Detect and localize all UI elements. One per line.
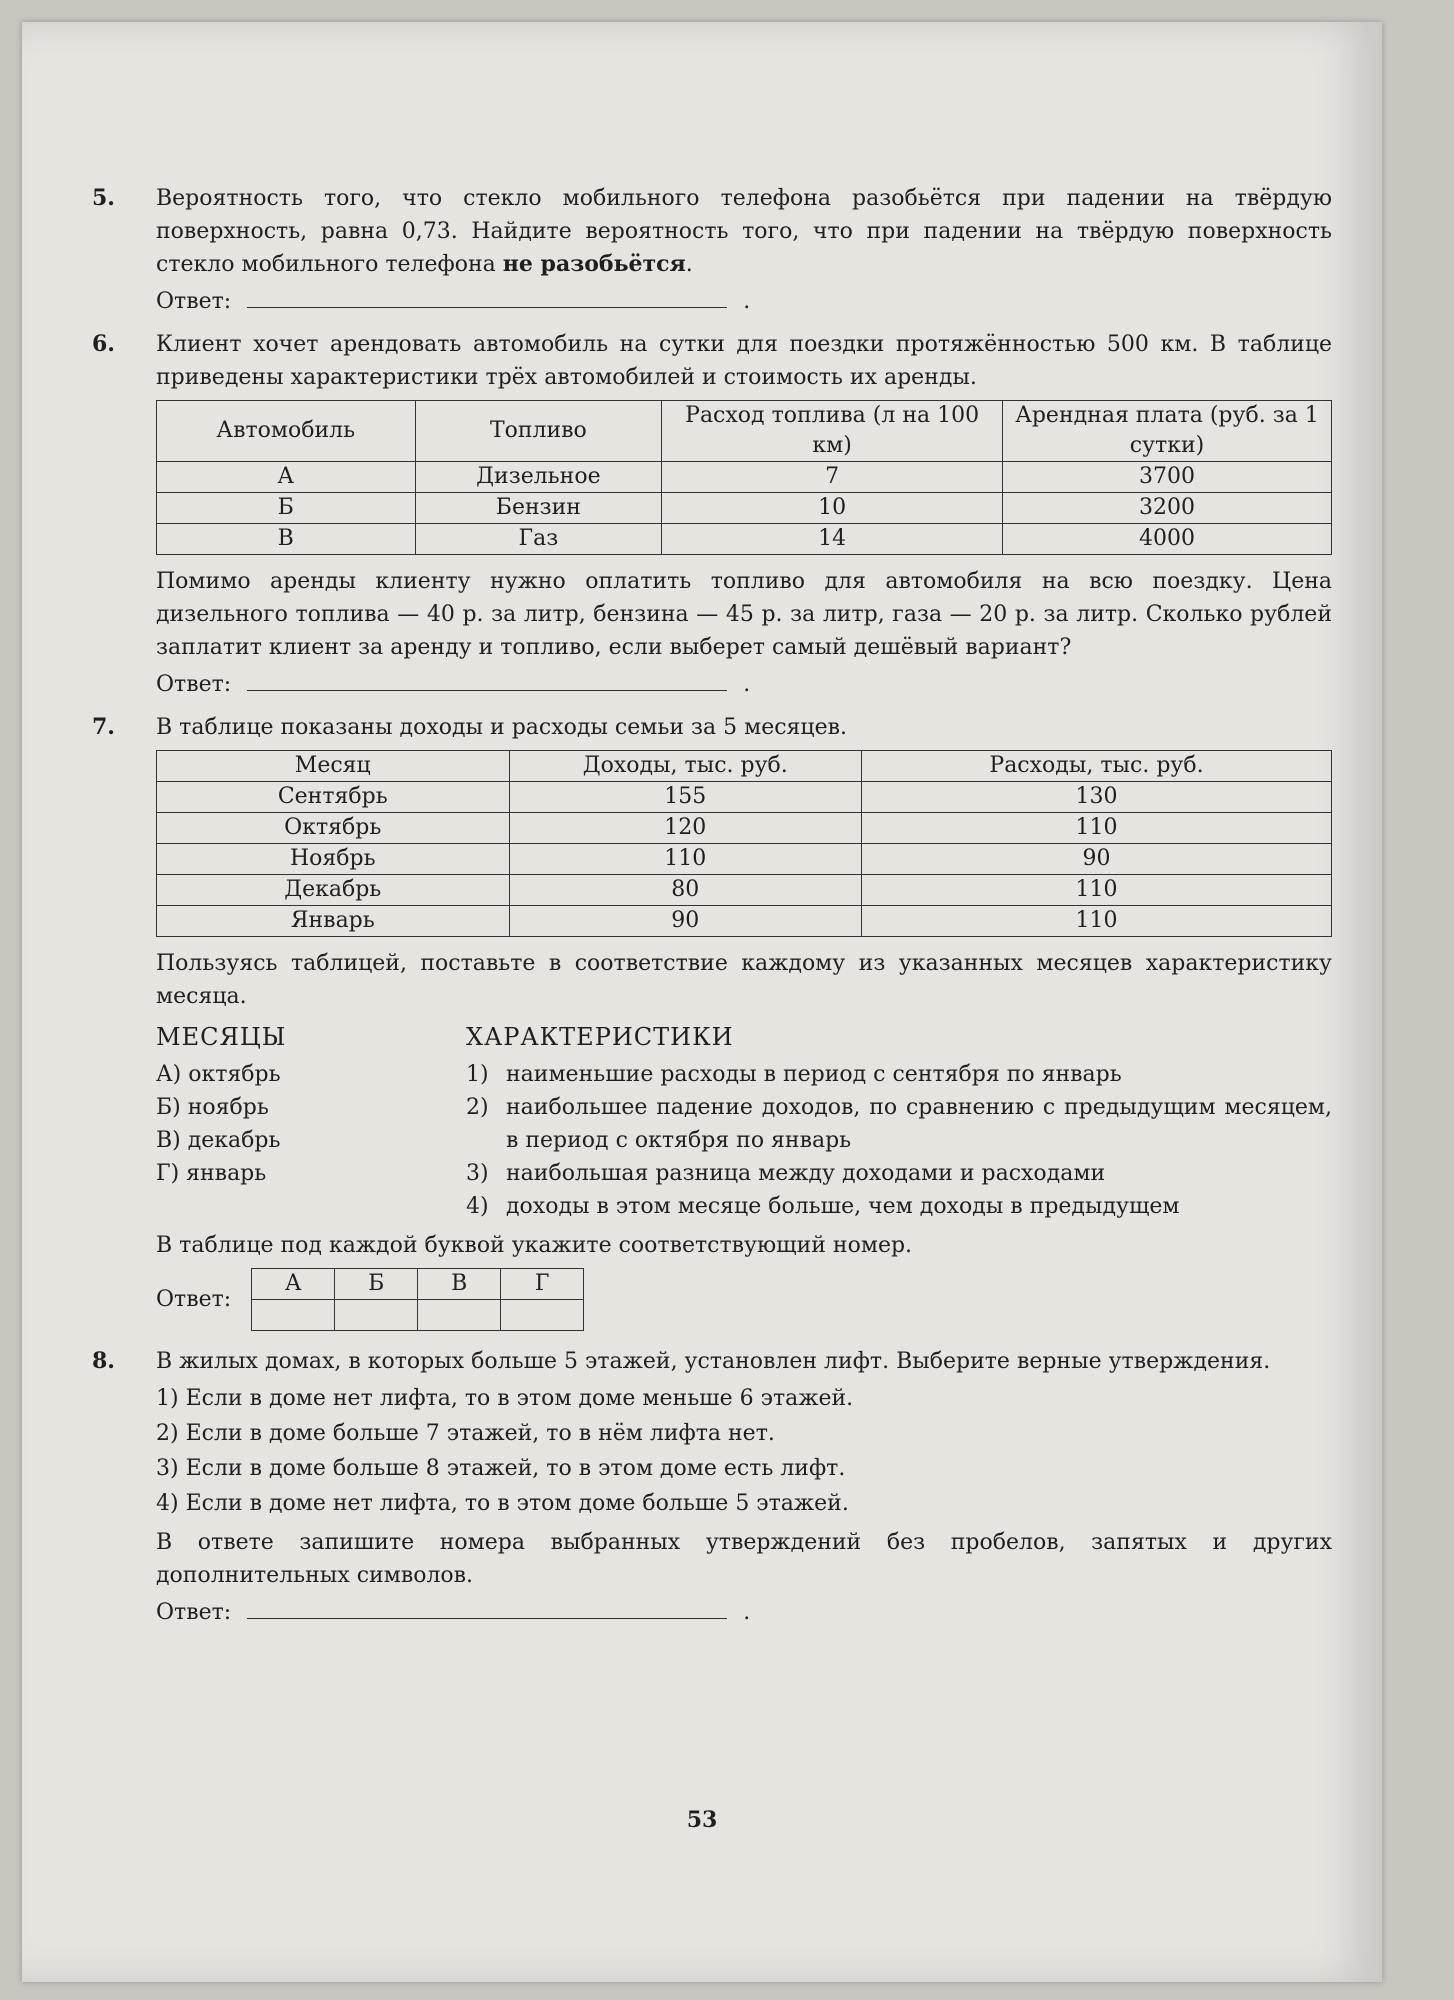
task-number: 5. — [92, 185, 115, 211]
table-cell: 110 — [509, 844, 862, 875]
month-item: Г) январь — [156, 1161, 267, 1186]
table-cell: 3200 — [1003, 493, 1332, 524]
task-8 — [92, 1345, 1332, 1629]
answer-cell[interactable] — [501, 1300, 584, 1331]
month-item: В) декабрь — [156, 1128, 281, 1153]
page-number: 53 — [686, 1807, 718, 1833]
answer-row: Ответ: . — [156, 668, 1332, 701]
characteristics-column — [466, 1021, 1332, 1223]
task-number: 6. — [92, 331, 115, 357]
table-cell: Сентябрь — [157, 782, 510, 813]
header-cell: Топливо — [415, 401, 662, 462]
table-cell: 110 — [862, 906, 1332, 937]
table-row — [157, 875, 1332, 906]
header-cell: Доходы, тыс. руб. — [509, 751, 862, 782]
characteristic-item: 2) наибольшее падение доходов, по сравнению с предыдущим месяцем, в период с октября по январь — [466, 1095, 1332, 1153]
table-cell: 120 — [509, 813, 862, 844]
answer-field[interactable] — [247, 668, 727, 691]
task-intro: Клиент хочет арендовать автомобиль на сутки для поездки протяжённостью 500 км. В таблице приведены характеристики трёх автомобилей и стоимость их аренды. — [156, 332, 1332, 390]
header-cell: Расходы, тыс. руб. — [862, 751, 1332, 782]
month-item: Б) ноябрь — [156, 1095, 269, 1120]
table-cell: 10 — [662, 493, 1003, 524]
months-column — [156, 1021, 466, 1223]
characteristic-item: 3) наибольшая разница между доходами и расходами — [466, 1161, 1106, 1186]
task-6 — [92, 328, 1332, 701]
answer-row: Ответ: . — [156, 285, 1332, 318]
matching-block — [156, 1021, 1332, 1223]
task-intro: В жилых домах, в которых больше 5 этажей, установлен лифт. Выберите верные утверждения. — [156, 1349, 1271, 1374]
table-cell: 14 — [662, 524, 1003, 555]
answer-row: Ответ: . — [156, 1596, 1332, 1629]
task-instruction: В ответе запишите номера выбранных утверждений без пробелов, запятых и других дополнительных символов. — [156, 1530, 1332, 1588]
table-cell: 155 — [509, 782, 862, 813]
answer-grid — [251, 1268, 584, 1331]
months-title: МЕСЯЦЫ — [156, 1023, 287, 1051]
table-cell: 7 — [662, 462, 1003, 493]
answer-cell[interactable] — [418, 1300, 501, 1331]
answer-label: Ответ: — [156, 1287, 232, 1312]
header-cell: Расход топлива (л на 100 км) — [662, 401, 1003, 462]
table-cell: Декабрь — [157, 875, 510, 906]
table-instruction: В таблице под каждой буквой укажите соответствующий номер. — [156, 1233, 913, 1258]
characteristic-item: 1) наименьшие расходы в период с сентября по январь — [466, 1062, 1122, 1087]
table-row — [157, 844, 1332, 875]
table-header-row — [157, 751, 1332, 782]
answer-cell[interactable] — [335, 1300, 418, 1331]
table-cell: Ноябрь — [157, 844, 510, 875]
header-cell: Месяц — [157, 751, 510, 782]
table-cell: 130 — [862, 782, 1332, 813]
table-cell: 90 — [862, 844, 1332, 875]
table-row — [157, 493, 1332, 524]
answer-letter: В — [418, 1269, 501, 1300]
table-row — [157, 813, 1332, 844]
answer-label: Ответ: — [156, 289, 232, 314]
table-cell: Бензин — [415, 493, 662, 524]
table-cell: Октябрь — [157, 813, 510, 844]
header-cell: Автомобиль — [157, 401, 416, 462]
table-cell: А — [157, 462, 416, 493]
task-text: Вероятность того, что стекло мобильного телефона разобьётся при падении на твёрдую поверхность, равна 0,73. Найдите вероятность того, что при падении на твёрдую поверхность стекло мобильного телефона не разобьётся. — [156, 186, 1332, 277]
table-cell: 4000 — [1003, 524, 1332, 555]
table-cell: Дизельное — [415, 462, 662, 493]
characteristics-title: ХАРАКТЕРИСТИКИ — [466, 1023, 734, 1051]
answer-row — [156, 1268, 1332, 1331]
task-5 — [92, 182, 1332, 318]
answer-cell[interactable] — [252, 1300, 335, 1331]
header-cell: Арендная плата (руб. за 1 сутки) — [1003, 401, 1332, 462]
table-cell: 3700 — [1003, 462, 1332, 493]
statement-item: 2) Если в доме больше 7 этажей, то в нём лифта нет. — [156, 1421, 775, 1446]
table-cell: 110 — [862, 875, 1332, 906]
month-item: А) октябрь — [156, 1062, 281, 1087]
table-cell: Газ — [415, 524, 662, 555]
table-row — [157, 782, 1332, 813]
task-number: 7. — [92, 714, 115, 740]
characteristic-item: 4) доходы в этом месяце больше, чем доходы в предыдущем — [466, 1194, 1180, 1219]
statement-item: 3) Если в доме больше 8 этажей, то в этом доме есть лифт. — [156, 1456, 846, 1481]
book-page — [22, 22, 1382, 1982]
cars-table — [156, 400, 1332, 555]
table-cell: 90 — [509, 906, 862, 937]
answer-field[interactable] — [247, 285, 727, 308]
table-row — [157, 524, 1332, 555]
task-number: 8. — [92, 1348, 115, 1374]
task-text: Помимо аренды клиенту нужно оплатить топливо для автомобиля на всю поездку. Цена дизельного топлива — 40 р. за литр, бензина — 45 р. за литр, газа — 20 р. за литр. Сколько рублей заплатит клиент за аренду и топливо, если выберет самый дешёвый вариант? — [156, 569, 1332, 660]
table-cell: 80 — [509, 875, 862, 906]
answer-label: Ответ: — [156, 1600, 232, 1625]
table-row — [157, 462, 1332, 493]
answer-label: Ответ: — [156, 672, 232, 697]
answer-letter: Г — [501, 1269, 584, 1300]
task-7 — [92, 711, 1332, 1331]
table-cell: Январь — [157, 906, 510, 937]
emphasis: не разобьётся — [502, 251, 686, 277]
answer-letter: Б — [335, 1269, 418, 1300]
statements-list — [156, 1382, 1332, 1520]
answer-letter: А — [252, 1269, 335, 1300]
table-cell: В — [157, 524, 416, 555]
table-cell: Б — [157, 493, 416, 524]
statement-item: 1) Если в доме нет лифта, то в этом доме меньше 6 этажей. — [156, 1386, 854, 1411]
answer-field[interactable] — [247, 1596, 727, 1619]
table-cell: 110 — [862, 813, 1332, 844]
page-content — [92, 182, 1332, 1639]
task-intro: В таблице показаны доходы и расходы семьи за 5 месяцев. — [156, 715, 847, 740]
table-row — [157, 906, 1332, 937]
task-instruction: Пользуясь таблицей, поставьте в соответствие каждому из указанных месяцев характеристику месяца. — [156, 951, 1332, 1009]
budget-table — [156, 750, 1332, 937]
statement-item: 4) Если в доме нет лифта, то в этом доме больше 5 этажей. — [156, 1491, 849, 1516]
table-header-row — [157, 401, 1332, 462]
